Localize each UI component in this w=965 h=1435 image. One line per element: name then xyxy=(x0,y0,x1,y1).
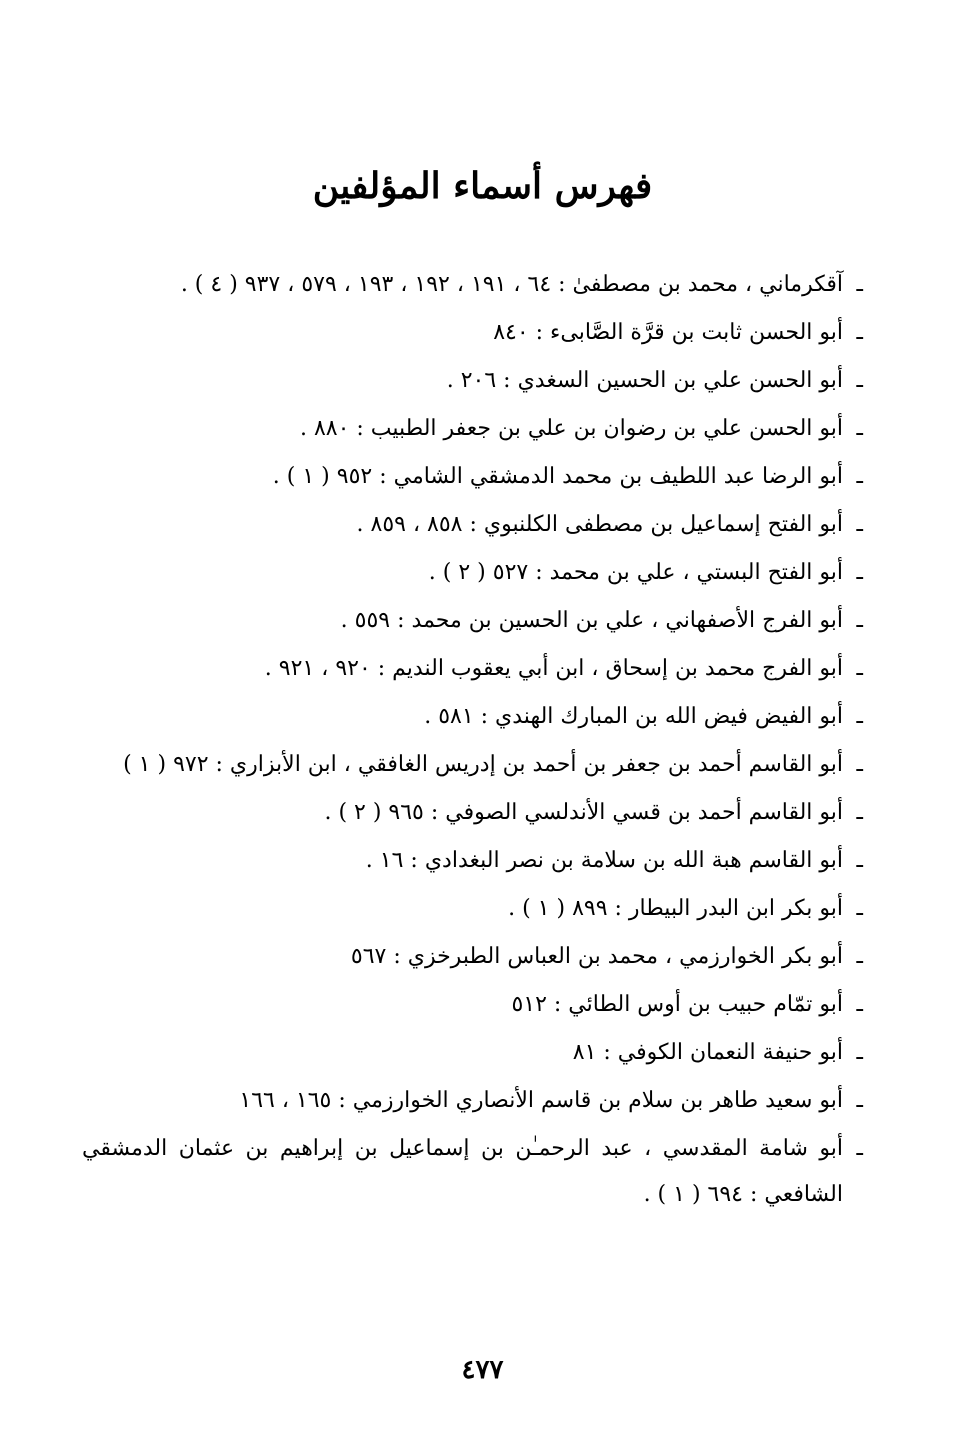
index-entry xyxy=(82,1030,863,1076)
entry-text: أبو الفيض فيض الله بن المبارك الهندي : ٥٨١ . xyxy=(424,704,843,729)
entry-dash: ـ xyxy=(856,368,863,393)
entry-text: أبو شامة المقدسي ، عبد الرحمـٰن بن إسماعيل بن إبراهيم بن عثمان الدمشقي الشافعي : ٦٩٤ ( ١ ) . xyxy=(82,1136,843,1207)
entry-dash: ـ xyxy=(856,1136,863,1161)
index-entry xyxy=(82,454,863,500)
entry-text: أبو القاسم هبة الله بن سلامة بن نصر البغدادي : ١٦ . xyxy=(365,848,843,873)
entry-text: أبو حنيفة النعمان الكوفي : ٨١ xyxy=(572,1040,843,1065)
entry-text: أبو الحسن علي بن الحسين السغدي : ٢٠٦ . xyxy=(446,368,843,393)
entry-dash: ـ xyxy=(856,512,863,537)
entry-text: أبو الفتح إسماعيل بن مصطفى الكلنبوي : ٨٥٨ ، ٨٥٩ . xyxy=(356,512,843,537)
index-entry xyxy=(82,838,863,884)
entry-text: أبو الحسن علي بن رضوان بن علي بن جعفر الطبيب : ٨٨٠ . xyxy=(299,416,843,441)
entry-text: أبو القاسم أحمد بن جعفر بن أحمد بن إدريس الغافقي ، ابن الأبزاري : ٩٧٢ ( ١ ) xyxy=(123,752,843,777)
author-index-list xyxy=(82,262,863,1220)
entry-dash: ـ xyxy=(856,464,863,489)
index-entry xyxy=(82,694,863,740)
index-entry xyxy=(82,934,863,980)
entry-text: آقكرماني ، محمد بن مصطفىٰ : ٦٤ ، ١٩١ ، ١٩٢ ، ١٩٣ ، ٥٧٩ ، ٩٣٧ ( ٤ ) . xyxy=(180,272,843,297)
entry-dash: ـ xyxy=(856,1040,863,1065)
entry-dash: ـ xyxy=(856,848,863,873)
page-title: فهرس أسماء المؤلفين xyxy=(312,165,653,207)
entry-dash: ـ xyxy=(856,896,863,921)
index-entry xyxy=(82,550,863,596)
entry-dash: ـ xyxy=(856,320,863,345)
entry-text: أبو تمّام حبيب بن أوس الطائي : ٥١٢ xyxy=(511,992,843,1017)
entry-text: أبو بكر الخوارزمي ، محمد بن العباس الطبرخزي : ٥٦٧ xyxy=(350,944,843,969)
index-entry xyxy=(82,886,863,932)
index-entry xyxy=(82,1126,863,1218)
index-entry xyxy=(82,646,863,692)
entry-text: أبو الرضا عبد اللطيف بن محمد الدمشقي الشامي : ٩٥٢ ( ١ ) . xyxy=(272,464,843,489)
entry-dash: ـ xyxy=(856,944,863,969)
index-entry xyxy=(82,502,863,548)
entry-text: أبو سعيد طاهر بن سلام بن قاسم الأنصاري الخوارزمي : ١٦٥ ، ١٦٦ xyxy=(239,1088,843,1113)
index-entry xyxy=(82,1078,863,1124)
entry-dash: ـ xyxy=(856,800,863,825)
entry-dash: ـ xyxy=(856,1088,863,1113)
page-number: ٤٧٧ xyxy=(461,1355,504,1385)
entry-dash: ـ xyxy=(856,704,863,729)
index-entry xyxy=(82,982,863,1028)
entry-dash: ـ xyxy=(856,752,863,777)
entry-text: أبو الفرج الأصفهاني ، علي بن الحسين بن محمد : ٥٥٩ . xyxy=(340,608,843,633)
entry-text: أبو الفتح البستي ، علي بن محمد : ٥٢٧ ( ٢ ) . xyxy=(428,560,843,585)
entry-text: أبو القاسم أحمد بن قسي الأندلسي الصوفي : ٩٦٥ ( ٢ ) . xyxy=(324,800,843,825)
entry-text: أبو الحسن ثابت بن قرَّة الصَّابىء : ٨٤٠ xyxy=(493,320,843,345)
entry-dash: ـ xyxy=(856,560,863,585)
entry-dash: ـ xyxy=(856,608,863,633)
entry-dash: ـ xyxy=(856,992,863,1017)
index-entry xyxy=(82,406,863,452)
index-entry xyxy=(82,742,863,788)
entry-dash: ـ xyxy=(856,656,863,681)
entry-text: أبو الفرج محمد بن إسحاق ، ابن أبي يعقوب النديم : ٩٢٠ ، ٩٢١ . xyxy=(264,656,843,681)
index-entry xyxy=(82,262,863,308)
entry-text: أبو بكر ابن البدر البيطار : ٨٩٩ ( ١ ) . xyxy=(508,896,843,921)
index-entry xyxy=(82,598,863,644)
index-entry xyxy=(82,358,863,404)
entry-dash: ـ xyxy=(856,272,863,297)
index-entry xyxy=(82,790,863,836)
index-entry xyxy=(82,310,863,356)
entry-dash: ـ xyxy=(856,416,863,441)
